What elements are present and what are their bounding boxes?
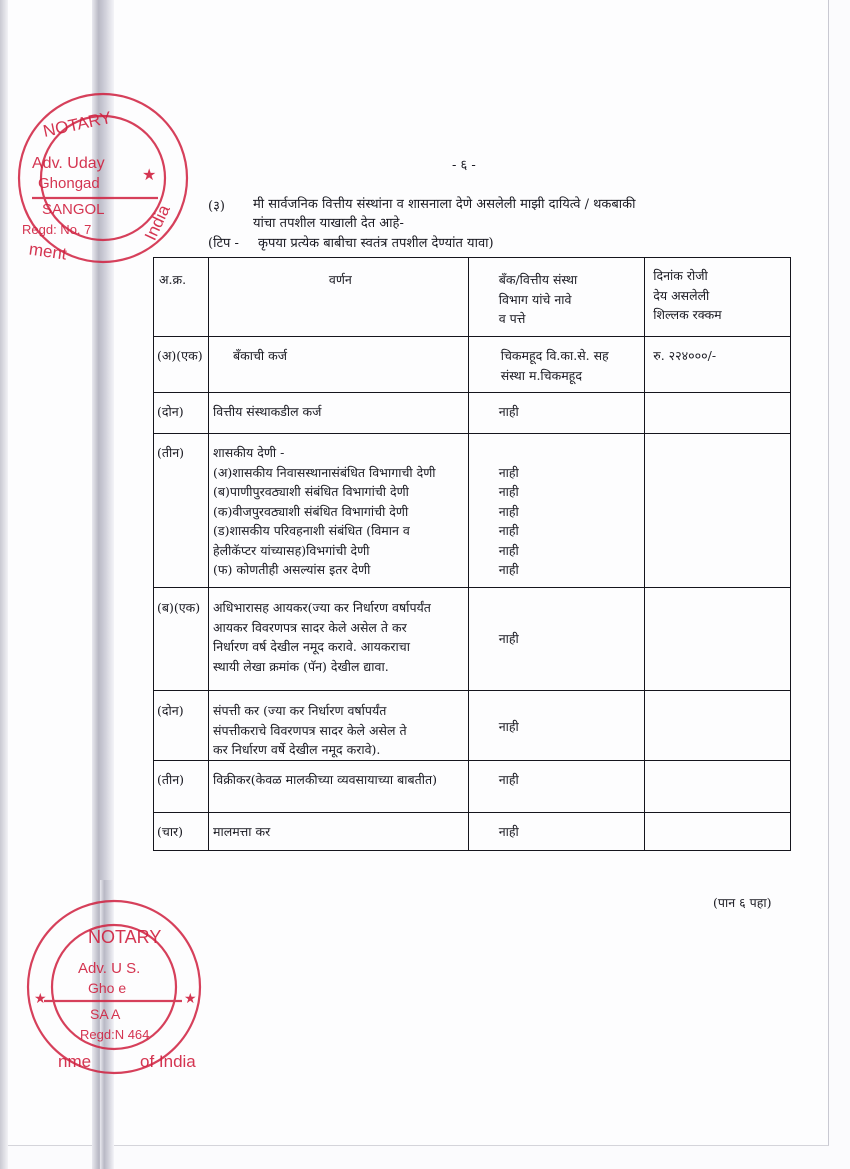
table-row (154, 761, 791, 813)
table-header-row (154, 258, 791, 337)
cell-line: मालमत्ता कर (213, 824, 271, 839)
svg-text:nme: nme (58, 1052, 92, 1071)
cell-line: नाही (498, 772, 519, 787)
svg-text:NOTARY: NOTARY (88, 927, 162, 947)
table-row (154, 813, 791, 851)
cell-amount (645, 691, 791, 761)
cell-amount (645, 393, 791, 434)
header-description: वर्णन (209, 258, 469, 337)
cell-line: नाही (498, 719, 519, 734)
table-row (154, 337, 791, 393)
cell-line: शासकीय देणी - (213, 445, 285, 460)
continued-note: (पान ६ पहा) (713, 895, 772, 910)
cell-line: निर्धारण वर्ष देखील नमूद करावे. आयकराचा (213, 639, 410, 654)
cell-institution (468, 691, 645, 761)
cell-sr: (ब)(एक) (154, 588, 209, 691)
cell-line: विक्रीकर(केवळ मालकीच्या व्यवसायाच्या बाबतीत) (213, 772, 438, 787)
cell-amount: रु. २२४०००/- (645, 337, 791, 393)
section-number: (३) (208, 199, 225, 214)
cell-line (499, 443, 645, 463)
cell-line: नाही (498, 631, 519, 647)
cell-amount (645, 434, 791, 588)
cell-line: (फ) कोणतीही असल्यांस इतर देणी (213, 562, 371, 577)
svg-text:★: ★ (184, 990, 197, 1006)
cell-institution (468, 434, 645, 588)
svg-text:of India: of India (140, 1052, 196, 1071)
cell-line: अधिभारासह आयकर(ज्या कर निर्धारण वर्षापर्यंत (213, 600, 431, 615)
svg-text:SANGOL: SANGOL (42, 201, 105, 218)
notary-stamp-top (8, 92, 198, 282)
cell-line: नाही (498, 484, 519, 499)
svg-text:SA A: SA A (90, 1006, 121, 1022)
cell-line: नाही (498, 824, 519, 839)
cell-sr: (दोन) (154, 691, 209, 761)
svg-text:Gho e: Gho e (88, 980, 127, 996)
cell-description (209, 393, 469, 434)
cell-line: नाही (498, 562, 519, 577)
cell-line: नाही (498, 464, 519, 480)
svg-text:Adv. U S.: Adv. U S. (78, 960, 141, 977)
cell-line: स्थायी लेखा क्रमांक (पॅन) देखील द्यावा. (213, 658, 389, 674)
cell-line: वित्तीय संस्थाकडील कर्ज (213, 404, 322, 419)
svg-text:ment: ment (27, 239, 68, 264)
cell-line: बँकाची कर्ज (233, 348, 287, 363)
page-number: - ६ - (452, 158, 476, 173)
cell-institution (468, 761, 645, 813)
cell-line: (ड)शासकीय परिवहनाशी संबंधित (विमान व (213, 523, 410, 538)
table-row (154, 588, 791, 691)
cell-sr: (अ)(एक) (154, 337, 209, 393)
cell-institution (468, 393, 645, 434)
header-institution: बँक/वित्तीय संस्था विभाग यांचे नावे व पत्ते (468, 258, 645, 337)
cell-line: आयकर विवरणपत्र सादर केले असेल ते कर (213, 619, 407, 635)
cell-description (209, 691, 469, 761)
cell-description (209, 434, 469, 588)
cell-line: (ब)पाणीपुरवठ्याशी संबंधित विभागांची देणी (213, 484, 409, 499)
liabilities-table (153, 257, 791, 851)
cell-line: नाही (498, 523, 519, 538)
note-text: कृपया प्रत्येक बाबीचा स्वतंत्र तपशील देण्यांत यावा) (258, 236, 494, 251)
cell-description (209, 337, 469, 393)
cell-description (209, 761, 469, 813)
cell-line: हेलीकॅप्टर यांच्यासह)विभगांची देणी (213, 542, 370, 558)
page-shadow (0, 0, 8, 1169)
table-row (154, 393, 791, 434)
note-label: (टिप - (208, 236, 239, 251)
cell-line: संस्था म.चिकमहूद (500, 367, 582, 383)
cell-amount (645, 588, 791, 691)
cell-amount (645, 761, 791, 813)
cell-line: संपत्तीकराचे विवरणपत्र सादर केले असेल ते (213, 722, 407, 738)
cell-line: (अ)शासकीय निवासस्थानासंबंधित विभागाची देणी (213, 464, 436, 480)
cell-sr: (तीन) (154, 761, 209, 813)
cell-line: संपत्ती कर (ज्या कर निर्धारण वर्षापर्यंत (213, 703, 387, 718)
svg-text:★: ★ (34, 990, 47, 1006)
svg-text:★: ★ (142, 167, 157, 184)
cell-sr: (चार) (154, 813, 209, 851)
cell-institution (468, 337, 645, 393)
cell-line: नाही (498, 542, 519, 558)
cell-line: चिकमहूद वि.का.से. सह (500, 348, 609, 363)
svg-text:Adv. Uday: Adv. Uday (32, 155, 105, 172)
cell-institution (468, 813, 645, 851)
header-amount: दिनांक रोजी देय असलेली शिल्लक रक्कम (645, 258, 791, 337)
cell-sr: (दोन) (154, 393, 209, 434)
svg-text:Regd: No. 7: Regd: No. 7 (22, 222, 92, 237)
cell-line: नाही (498, 404, 519, 419)
svg-text:Ghongad: Ghongad (38, 175, 100, 192)
section-text-line1: मी सार्वजनिक वित्तीय संस्थांना व शासनाला देणे असलेली माझी दायित्वे / थकबाकी (253, 197, 636, 212)
cell-line: नाही (498, 503, 519, 519)
section-text-line2: यांचा तपशील याखाली देत आहे- (253, 216, 404, 231)
cell-description (209, 588, 469, 691)
cell-description (209, 813, 469, 851)
cell-amount (645, 813, 791, 851)
cell-sr: (तीन) (154, 434, 209, 588)
cell-line: (क)वीजपुरवठ्याशी संबंधित विभागांची देणी (213, 503, 409, 519)
cell-institution (468, 588, 645, 691)
notary-stamp-bottom (22, 895, 207, 1080)
table-row (154, 691, 791, 761)
svg-text:Regd:N 464: Regd:N 464 (80, 1027, 150, 1042)
table-row (154, 434, 791, 588)
header-sr: अ.क्र. (154, 258, 209, 337)
cell-line: कर निर्धारण वर्षे देखील नमूद करावे). (213, 742, 381, 757)
svg-text:NOTARY: NOTARY (41, 107, 114, 141)
svg-text:India: India (140, 201, 174, 244)
